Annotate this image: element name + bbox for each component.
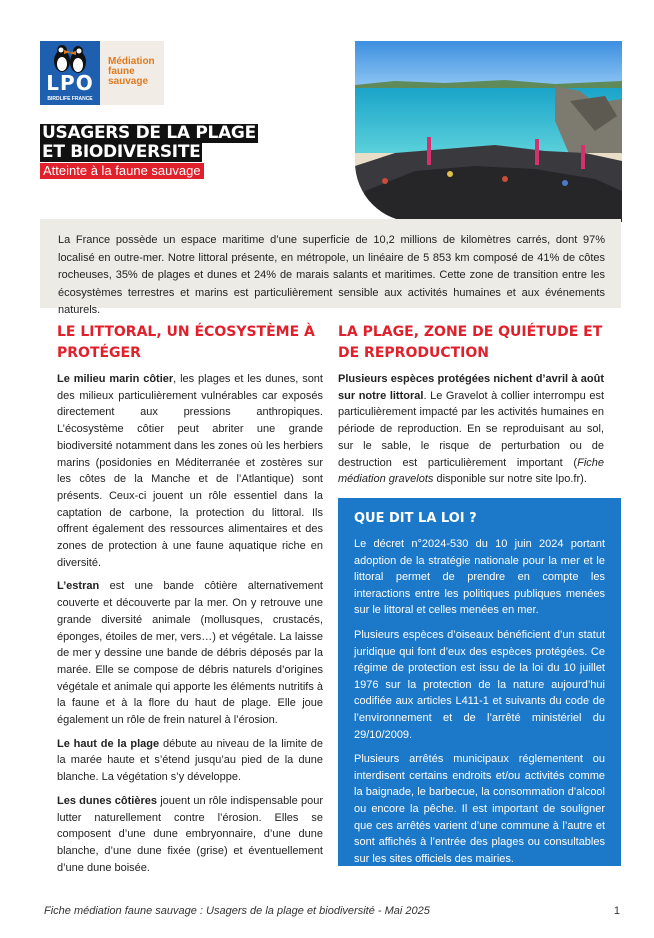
logo-emblem bbox=[40, 41, 100, 105]
intro-box bbox=[40, 219, 621, 316]
intro-text: La France possède un espace maritime d’une superficie de 10,2 millions de kilomètres carrés, dont 97% localisé en outre-mer. Notre littoral présente, en métropole, un linéaire de 5 853 km composé de 41% de côtes rocheuses, 35% de plages et dunes et 24% de marais salants et maritimes. Cette zone de transition entre les écosystèmes terrestres et marins est particulièrement sensible aux activités humaines et aux événements naturels. bbox=[58, 234, 605, 316]
page-title bbox=[40, 124, 258, 179]
law-para-1: Le décret n°2024-530 du 10 juin 2024 portant adoption de la stratégie nationale pour la mer et le littoral permet de prendre en compte les interactions entre les politiques publiques menées sur le littoral et celles menées en mer. bbox=[354, 538, 605, 617]
left-column bbox=[57, 322, 323, 876]
page-subtitle: Atteinte à la faune sauvage bbox=[40, 163, 204, 179]
lpo-logo bbox=[40, 41, 164, 105]
page-number: 1 bbox=[613, 905, 620, 917]
law-title: QUE DIT LA LOI ? bbox=[354, 511, 477, 526]
heading-littoral: LE LITTORAL, UN ÉCOSYSTÈME À PROTÉGER bbox=[57, 324, 315, 361]
title-line-2: ET BIODIVERSITE bbox=[42, 142, 201, 162]
logo-lpo-text: LPO bbox=[46, 71, 94, 95]
logo-subtitle: BIRDLIFE FRANCE bbox=[47, 96, 93, 102]
heading-plage: LA PLAGE, ZONE DE QUIÉTUDE ET DE REPRODUCTION bbox=[338, 324, 603, 361]
para-estran: L’estran est une bande côtière alternativement couverte et découverte par la mer. On y retrouve une grande diversité animale (mollusques, crustacés, éponges, étoiles de mer, vers…) et végétale. La laisse de mer y dessine une bande de débris déposés par la marée. Elle se compose de débris naturels d’origines végétale et animale qui apporte les éléments nutritifs à la faune et à la flore du haut de plage. Elle joue également un rôle de frein naturel à l’érosion. bbox=[57, 580, 323, 727]
logo-mediation: Médiation faune sauvage bbox=[108, 56, 155, 87]
para-especes-protegees: Plusieurs espèces protégées nichent d’avril à août sur notre littoral. Le Gravelot à collier interrompu est particulièrement impacté par les activités humaines en période de reproduction. En se reproduisant au sol, sur le sable, le risque de perturbation ou de destruction est particulièrement important (Fiche médiation gravelots disponible sur notre site lpo.fr). bbox=[338, 373, 604, 486]
para-dunes: Les dunes côtières jouent un rôle indispensable pour lutter naturellement contre l’érosion. Elles se composent d’une dune embryonnaire, d’une dune blanche, d’une dune fixée (grise) et éventuellement d’une dune boisée. bbox=[57, 794, 323, 874]
footer-text: Fiche médiation faune sauvage : Usagers de la plage et biodiversité - Mai 2025 bbox=[44, 905, 430, 917]
para-haut-plage: Le haut de la plage débute au niveau de la limite de la marée haute et s’étend jusqu’au pied de la dune blanche. La végétation s’y développe. bbox=[57, 737, 324, 784]
beach-photo bbox=[355, 41, 622, 222]
law-para-2: Plusieurs espèces d’oiseaux bénéficient d’un statut juridique qui font d’eux des espèces protégées. Ce régime de protection est issu de la loi du 10 juillet 1976 sur la protection de la nature aujourd’hui codifiée aux articles L411-1 et suivants du code de l’environnement et de l’arrêté ministériel du 29/10/2009. bbox=[354, 628, 605, 741]
law-para-3: Plusieurs arrêtés municipaux réglementent ou interdisent certains endroits et/ou activités comme la baignade, le barbecue, la consommation d’alcool ou encore la pêche. Il est important de souligner que ces arrêtés varient d’une commune à l’autre et sont affichés à l’entrée des plages ou consultables sur les sites officiels des mairies. bbox=[354, 753, 605, 865]
right-column bbox=[338, 322, 604, 488]
para-milieu-marin: Le milieu marin côtier, les plages et les dunes, sont des milieux particulièrement vulnérables car exposés directement aux pressions anthropiques. L’écosystème côtier peut abriter une grande biodiversité notamment dans les zones où les herbiers marins (posidonies en Méditerranée et zostères sur les côtes de la Manche et de l’Atlantique) sont présents. Ceux-ci jouent un rôle essentiel dans la captation de carbone, la protection du littoral. Ils offrent également des ressources alimentaires et des zones de protection à une faune aquatique riche en diversité. bbox=[57, 373, 323, 569]
law-box bbox=[338, 498, 621, 866]
title-line-1: USAGERS DE LA PLAGE bbox=[42, 123, 256, 143]
